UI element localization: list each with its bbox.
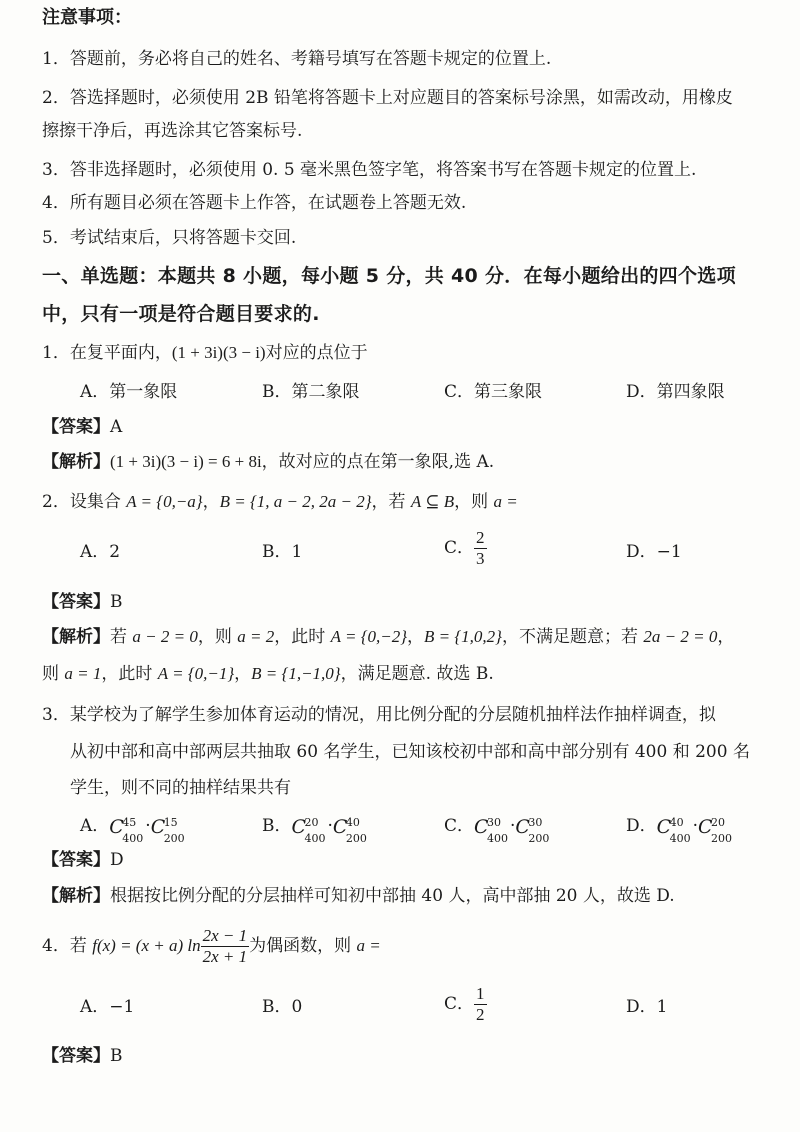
analysis-label: 【解析】 (42, 627, 110, 647)
analysis-label: 【解析】 (42, 452, 110, 472)
q4-number: 4． (42, 936, 70, 956)
q4-var: a = (356, 936, 381, 955)
q3-option-label: D． (626, 816, 657, 836)
q2-cond: ，若 (371, 492, 411, 512)
q1-prefix: 在复平面内， (69, 343, 172, 363)
q1-analysis (42, 450, 780, 474)
q2-an-math: A = {0,−2} (330, 627, 408, 646)
q3-option-b: B． C 20 400 · C 40 200 (262, 815, 367, 845)
q2-an-math: A = {0,−1} (157, 664, 235, 683)
q4-frac-denominator: 2x + 1 (202, 947, 248, 966)
q2-option-c-numerator: 2 (476, 528, 485, 547)
q2-an-text: ，满足题意. 故选 B. (340, 664, 494, 684)
q2-answer (42, 590, 780, 614)
q4-option-c-denominator: 2 (476, 1005, 485, 1024)
q3-comb-1: C 20 400 (291, 815, 326, 845)
q3-comb-2: C 15 200 (150, 815, 185, 845)
q4-option-a: A．−1 (80, 997, 135, 1017)
q2-an-math: 2a − 2 = 0 (643, 627, 718, 646)
q3-comb-1: C 45 400 (109, 815, 144, 845)
q2-an-math: a = 1 (64, 664, 102, 683)
q4-option-d: D．1 (626, 997, 668, 1017)
q3-comb-1: C 40 400 (656, 815, 691, 845)
question-2 (42, 490, 780, 514)
q4-prefix: 若 (69, 936, 93, 956)
q2-option-c-label: C． (444, 538, 475, 558)
q1-analysis-expression: (1 + 3i)(3 − i) = 6 + 8i (110, 452, 262, 471)
q4-option-c-fraction (474, 984, 487, 1025)
q3-analysis (42, 884, 780, 908)
section-heading-line2: 中，只有一项是符合题目要求的. (42, 303, 320, 325)
q2-an-text: ， (717, 627, 735, 647)
answer-label: 【答案】 (42, 850, 110, 870)
q2-an-math: B = {1,0,2} (424, 627, 502, 646)
question-3-line2: 从初中部和高中部两层共抽取 60 名学生，已知该校初中部和高中部分别有 400 和 200 名 (70, 742, 750, 762)
q1-answer (42, 415, 780, 439)
question-4 (42, 924, 780, 968)
notice-item-1: 1．答题前，务必将自己的姓名、考籍号填写在答题卡规定的位置上. (42, 49, 552, 69)
q2-an-math: a − 2 = 0 (132, 627, 198, 646)
notice-item-4: 4．所有题目必须在答题卡上作答，在试题卷上答题无效. (42, 193, 467, 213)
q1-option-b: B．第二象限 (262, 382, 360, 402)
q2-set-a: A = {0,−a} (126, 492, 203, 511)
q3-option-label: B． (262, 816, 292, 836)
q2-an-text: ，此时 (274, 627, 331, 647)
analysis-label: 【解析】 (42, 886, 110, 906)
q2-option-c (444, 528, 487, 569)
notice-item-5: 5．考试结束后，只将答题卡交回. (42, 228, 297, 248)
q3-comb-2: C 40 200 (332, 815, 367, 845)
q4-option-c (444, 984, 487, 1025)
question-3-line3: 学生，则不同的抽样结果共有 (70, 778, 291, 798)
q3-comb-1: C 30 400 (474, 815, 509, 845)
q2-set-b: B = {1, a − 2, 2a − 2} (219, 492, 372, 511)
section-heading-line1: 一、单选题：本题共 8 小题，每小题 5 分，共 40 分．在每小题给出的四个选项 (42, 265, 736, 287)
q3-option-a: A． C 45 400 · C 15 200 (80, 815, 185, 845)
q1-option-a: A．第一象限 (80, 382, 178, 402)
q4-answer (42, 1044, 780, 1068)
q1-option-c: C．第三象限 (444, 382, 543, 402)
q4-option-c-label: C． (444, 994, 475, 1014)
q1-answer-value: A (110, 417, 123, 437)
q2-an-math: a = 2 (237, 627, 275, 646)
q3-option-c: C． C 30 400 · C 30 200 (444, 815, 550, 845)
q3-option-label: A． (80, 816, 110, 836)
q2-an-text: ，则 (197, 627, 238, 647)
q1-suffix: 对应的点位于 (265, 343, 368, 363)
q2-var: a = (493, 492, 518, 511)
q4-fraction (201, 926, 250, 967)
q2-option-c-fraction (474, 528, 487, 569)
q4-suffix: 为偶函数，则 (249, 936, 357, 956)
q3-comb-2: C 30 200 (515, 815, 550, 845)
q1-analysis-text: ，故对应的点在第一象限,选 A. (261, 452, 495, 472)
q2-option-c-denominator: 3 (476, 549, 485, 568)
q2-subset: A ⊆ B (410, 492, 455, 511)
notice-title: 注意事项： (42, 7, 132, 28)
q3-option-label: C． (444, 816, 475, 836)
q4-frac-numerator: 2x − 1 (202, 926, 248, 945)
q2-an-math: B = {1,−1,0} (251, 664, 341, 683)
q3-comb-2: C 20 200 (698, 815, 733, 845)
q3-answer-value: D (110, 850, 124, 870)
q2-an-text: 若 (110, 627, 133, 647)
q3-option-d: D． C 40 400 · C 20 200 (626, 815, 733, 845)
q4-option-b: B．0 (262, 997, 303, 1017)
question-1 (42, 341, 780, 365)
q2-answer-value: B (110, 592, 123, 612)
notice-item-3: 3．答非选择题时，必须使用 0. 5 毫米黑色签字笔，将答案书写在答题卡规定的位置上. (42, 160, 697, 180)
q1-expression: (1 + 3i)(3 − i) (171, 343, 266, 362)
answer-label: 【答案】 (42, 592, 110, 612)
q2-number: 2． (42, 492, 70, 512)
q1-option-d: D．第四象限 (626, 382, 725, 402)
q2-an-text: ， (234, 664, 252, 684)
q2-analysis-line1 (42, 625, 780, 649)
q4-function: f(x) = (x + a) ln (92, 936, 201, 955)
answer-label: 【答案】 (42, 1046, 110, 1066)
q2-prefix: 设集合 (69, 492, 127, 512)
q4-option-c-numerator: 1 (476, 984, 485, 1003)
q2-an-text: ， (407, 627, 425, 647)
q2-tail: ，则 (454, 492, 494, 512)
q2-an-text: 则 (42, 664, 65, 684)
q2-option-b: B．1 (262, 542, 303, 562)
q1-number: 1． (42, 343, 70, 363)
q3-answer (42, 848, 780, 872)
q3-analysis-text: 根据按比例分配的分层抽样可知初中部抽 40 人，高中部抽 20 人，故选 D. (110, 886, 675, 906)
q2-an-text: ，此时 (101, 664, 158, 684)
q2-option-d: D．−1 (626, 542, 682, 562)
answer-label: 【答案】 (42, 417, 110, 437)
notice-item-2-cont: 擦擦干净后，再选涂其它答案标号. (42, 121, 303, 141)
question-3-line1: 3．某学校为了解学生参加体育运动的情况，用比例分配的分层随机抽样法作抽样调查，拟 (42, 705, 716, 725)
q2-sep: ， (202, 492, 220, 512)
notice-item-2: 2．答选择题时，必须使用 2B 铅笔将答题卡上对应题目的答案标号涂黑，如需改动，用橡皮 (42, 88, 733, 108)
q2-an-text: ，不满足题意；若 (501, 627, 644, 647)
q4-answer-value: B (110, 1046, 123, 1066)
q2-option-a: A．2 (80, 542, 121, 562)
q2-analysis-line2 (42, 662, 780, 686)
